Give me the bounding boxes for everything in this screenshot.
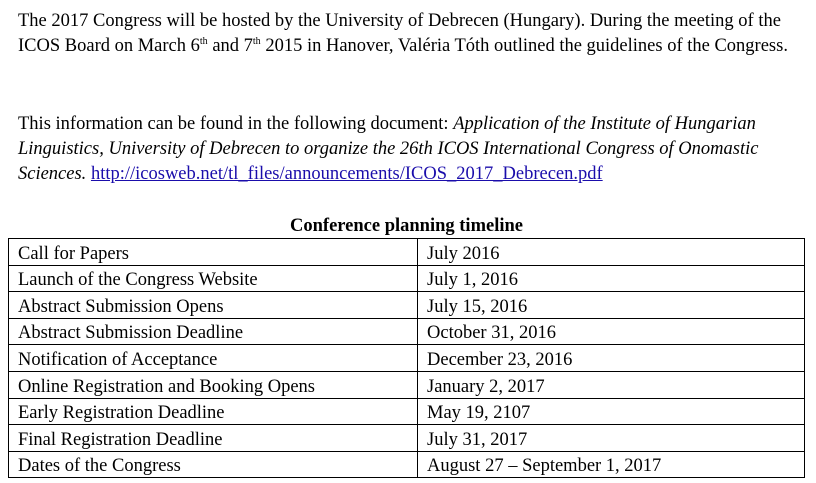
event-cell: Early Registration Deadline xyxy=(9,398,418,425)
date-cell: December 23, 2016 xyxy=(418,345,805,372)
date-cell: October 31, 2016 xyxy=(418,318,805,345)
table-row xyxy=(9,292,805,319)
event-cell: Launch of the Congress Website xyxy=(9,265,418,292)
date-cell: August 27 – September 1, 2017 xyxy=(418,451,805,478)
timeline-table xyxy=(8,238,805,478)
event-cell: Call for Papers xyxy=(9,239,418,266)
table-caption: Conference planning timeline xyxy=(290,216,523,236)
event-cell: Notification of Acceptance xyxy=(9,345,418,372)
event-cell: Abstract Submission Deadline xyxy=(9,318,418,345)
info-paragraph xyxy=(18,112,808,187)
date-cell: January 2, 2017 xyxy=(418,371,805,398)
event-cell: Final Registration Deadline xyxy=(9,425,418,452)
document-link[interactable]: http://icosweb.net/tl_files/announcements/ICOS_2017_Debrecen.pdf xyxy=(90,164,603,184)
intro-text-part2: and 7 xyxy=(207,36,253,56)
date-cell: July 2016 xyxy=(418,239,805,266)
table-row xyxy=(9,425,805,452)
date-cell: May 19, 2107 xyxy=(418,398,805,425)
ordinal-suffix: th xyxy=(199,36,208,47)
event-cell: Online Registration and Booking Opens xyxy=(9,371,418,398)
date-cell: July 1, 2016 xyxy=(418,265,805,292)
table-row xyxy=(9,318,805,345)
intro-text-part1: The 2017 Congress will be hosted by the University of Debrecen (Hungary). During the meeting of the ICOS Board on March 6 xyxy=(18,11,781,56)
intro-text-part3: 2015 in Hanover, Valéria Tóth outlined the guidelines of the Congress. xyxy=(260,36,788,56)
info-prefix: This information can be found in the following document: xyxy=(18,114,454,134)
ordinal-suffix: th xyxy=(252,36,261,47)
table-row xyxy=(9,451,805,478)
event-cell: Dates of the Congress xyxy=(9,451,418,478)
table-row xyxy=(9,371,805,398)
intro-paragraph xyxy=(18,9,808,59)
date-cell: July 31, 2017 xyxy=(418,425,805,452)
document-title: Application of the Institute of Hungarian Linguistics, University of Debrecen to organize the 26th ICOS International Congress of Onomastic Sciences. xyxy=(18,114,759,184)
date-cell: July 15, 2016 xyxy=(418,292,805,319)
table-row xyxy=(9,345,805,372)
table-row xyxy=(9,398,805,425)
table-row xyxy=(9,239,805,266)
table-row xyxy=(9,265,805,292)
event-cell: Abstract Submission Opens xyxy=(9,292,418,319)
